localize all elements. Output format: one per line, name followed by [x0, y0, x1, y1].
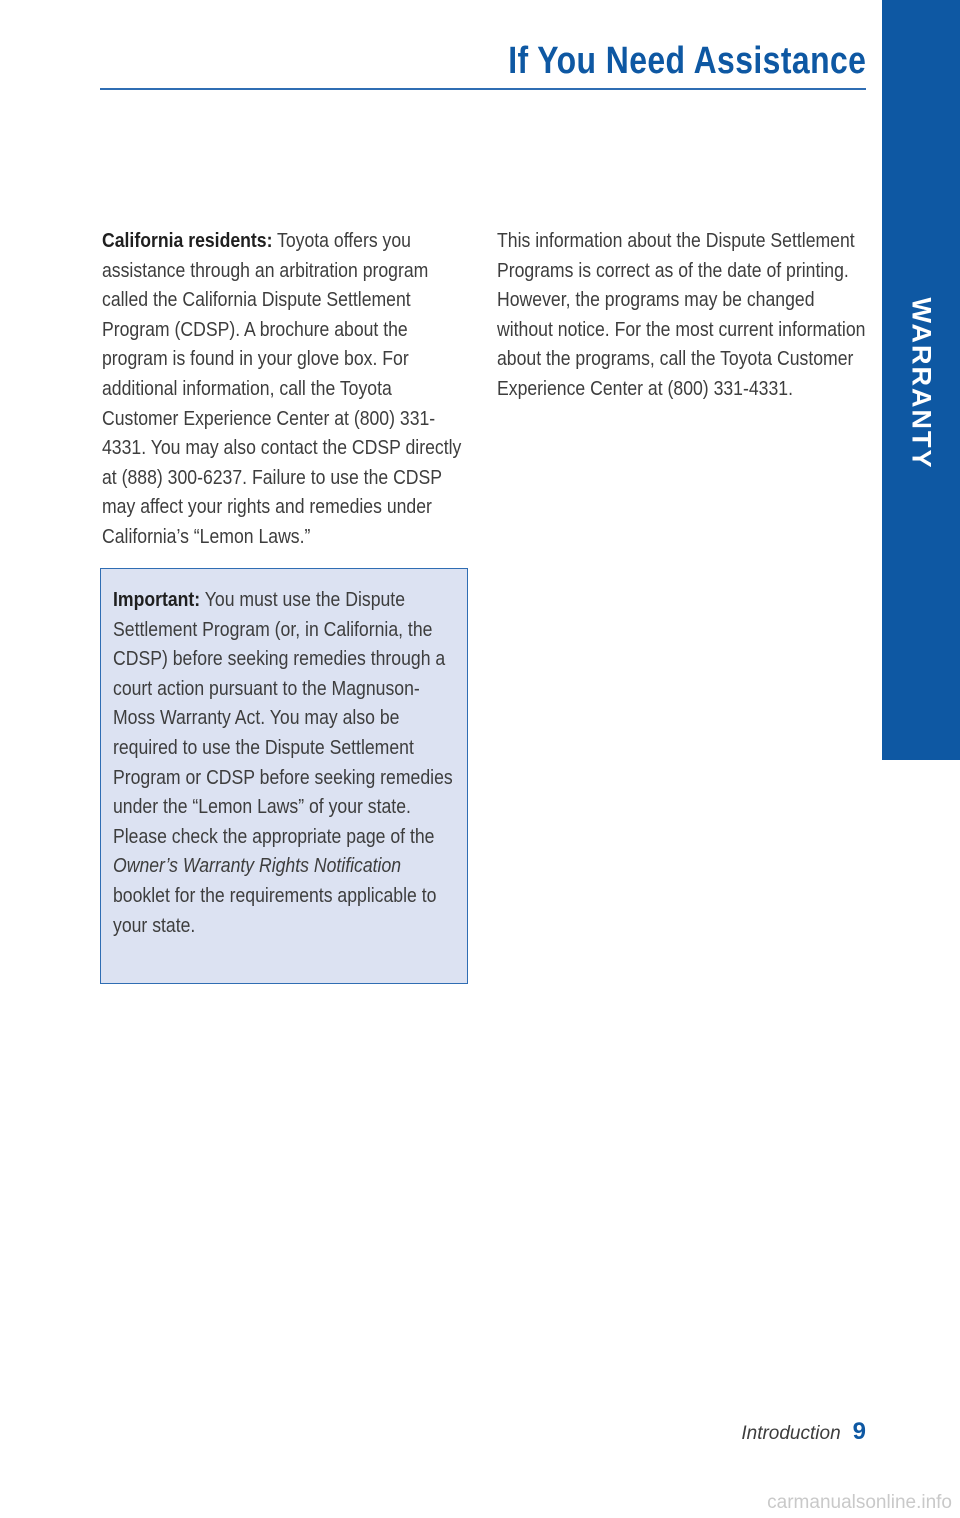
important-notice-paragraph	[113, 585, 458, 940]
california-residents-paragraph	[102, 226, 467, 552]
program-info-paragraph: This information about the Dispute Settlement Programs is correct as of the date of printing. However, the programs may be changed without notice. For the most current information about the programs, call the Toyota Customer Experience Center at (800) 331-4331.	[497, 229, 866, 400]
left-column	[102, 226, 468, 552]
important-notice-text: You must use the Dispute Settlement Program (or, in California, the CDSP) before seeking remedies through a court action pursuant to the Magnuson-Moss Warranty Act. You may also be required to use the Dispute Settlement Program or CDSP before seeking remedies under the “Lemon Laws” of your state. Please check the appropriate page of the	[113, 588, 453, 848]
page-number: 9	[852, 1418, 866, 1445]
california-residents-lead: California residents:	[102, 229, 273, 252]
section-tab-label: WARRANTY	[906, 297, 937, 469]
important-notice-lead: Important:	[113, 588, 201, 611]
publication-title: Owner’s Warranty Rights Notification	[113, 854, 402, 878]
footer-section-name: Introduction	[741, 1423, 841, 1444]
page-title: If You Need Assistance	[507, 40, 866, 82]
section-tab	[882, 0, 960, 760]
page-footer	[741, 1418, 866, 1446]
california-residents-text: Toyota offers you assistance through an arbitration program called the California Dispute Settlement Program (CDSP). A brochure about the program is found in your glove box. For additional information, call the Toyota Customer Experience Center at (800) 331-4331. You may also contact the CDSP directly at (888) 300-6237. Failure to use the CDSP may affect your rights and remedies under California’s “Lemon Laws.”	[102, 229, 462, 548]
watermark: carmanualsonline.info	[767, 1492, 952, 1513]
important-notice-text-end: booklet for the requirements applicable to your state.	[113, 883, 437, 937]
right-column	[497, 226, 867, 404]
important-notice-box	[100, 568, 468, 984]
header-divider	[100, 88, 866, 90]
